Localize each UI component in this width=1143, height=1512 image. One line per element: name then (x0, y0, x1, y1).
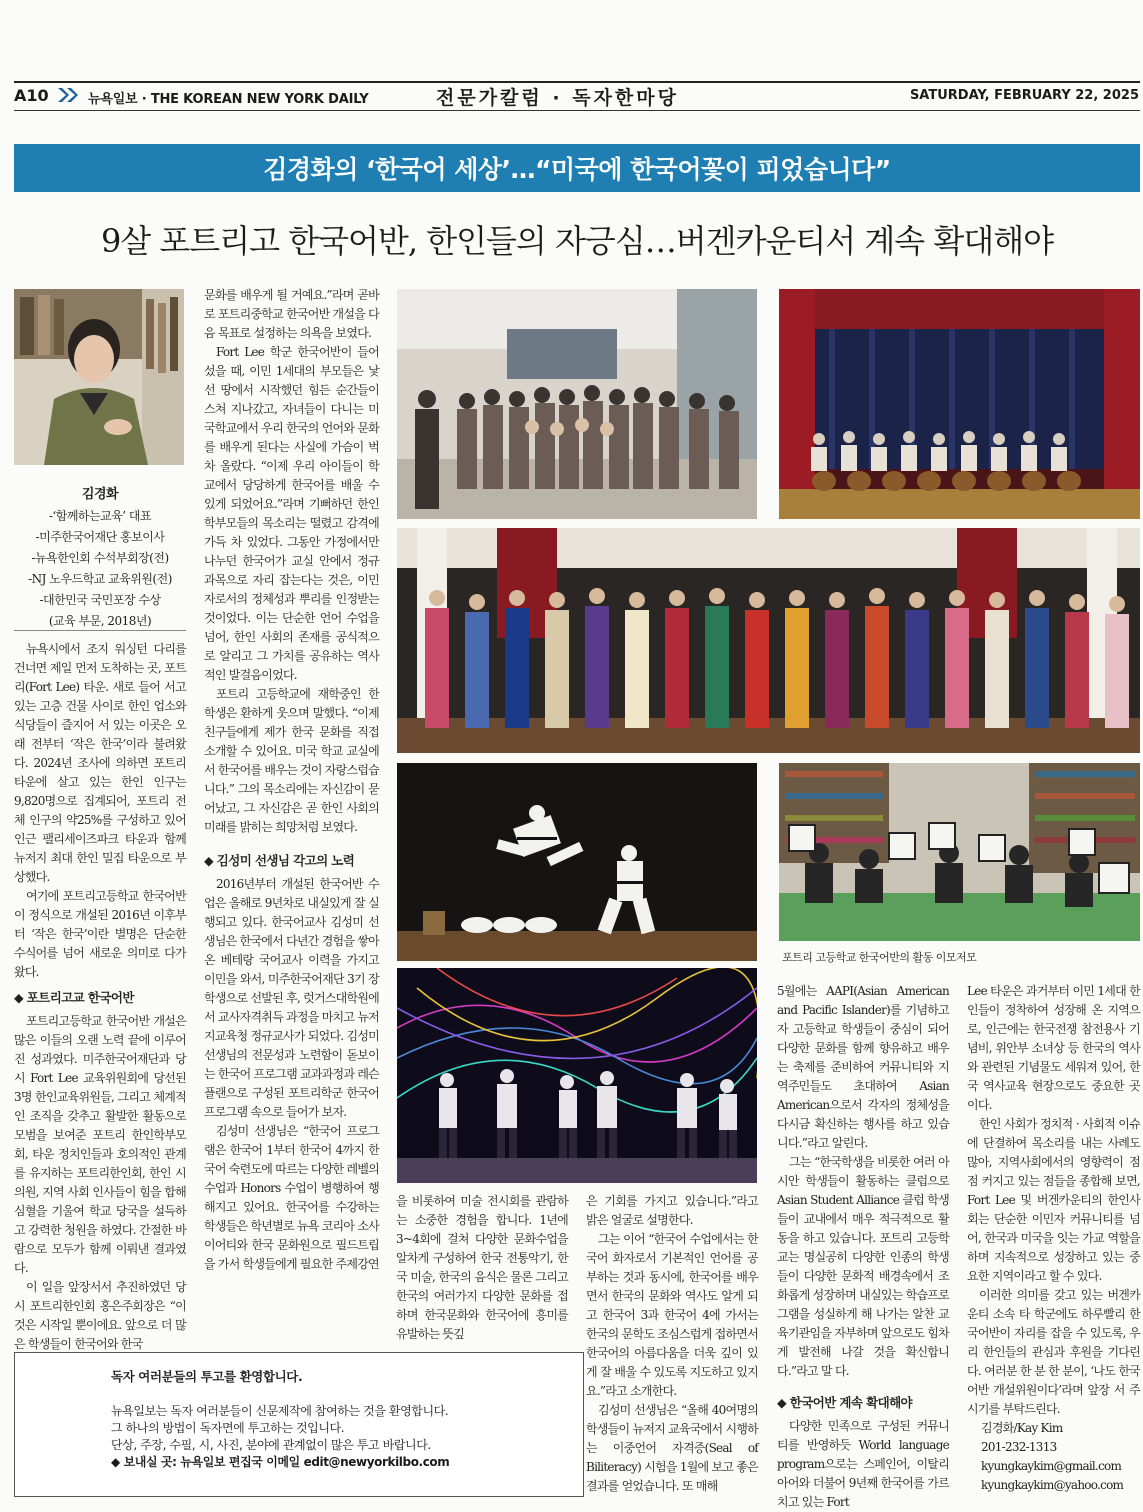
paragraph: Fort Lee 학군 한국어반이 들어섰을 때, 이민 1세대의 부모들은 낯선 땅에서 시작했던 힘든 순간들이 스쳐 지나갔고, 자녀들이 다니는 미국학교에서 우리 한국의 언어와 문화를 배우게 된다는 사실에 가슴이 벅차 올랐다. “이제 우리 아이들이 학교에서 당당하게 한국어를 배울 수 있게 되었어요.”라며 기뻐하던 한인 학부모들의 목소리는 떨렸고 감격에 가득 차 있었다. 그동안 가정에서만 나누던 한국어가 교실 안에서 정규 과목으로 자리 잡는다는 것은, 이민자로서의 정체성과 뿌리를 인정받는 것이었다. 이는 단순한 언어 수업을 넘어, 한인 사회의 존재를 공식적으로 알리고 그 가치를 공유하는 역사적인 발걸음이었다. (204, 345, 379, 682)
headline: 9살 포트리고 한국어반, 한인들의 자긍심…버겐카운티서 계속 확대해야 (100, 222, 1054, 260)
author-title: -미주한국어재단 홍보이사 (35, 530, 165, 544)
paragraph: 그는 이어 “한국어 수업에서는 한국어 화자로서 기본적인 언어를 공부하는 것과 동시에, 한국어를 배우면서 한국의 문화와 역사도 알게 되고 한국어 3과 한국어 4에 가서는 한국의 문학도 조심스럽게 접하면서 한국어의 아름다움을 더욱 깊이 있게 잘 배울 수 있도록 지도하고 있지요.”라고 소개한다. (586, 1232, 758, 1398)
class-group-photo (397, 289, 757, 519)
author-title: -대한민국 국민포장 수상 (39, 593, 161, 607)
author-divider (14, 630, 186, 631)
paper-name: 뉴욕일보 · THE KOREAN NEW YORK DAILY (88, 92, 369, 107)
page-number: A10 (14, 86, 49, 105)
author-title: -NJ 노우드학교 교육위원(전) (28, 572, 172, 586)
contrib-line: 그 하나의 방법이 독자면에 투고하는 것입니다. (111, 1421, 345, 1435)
paragraph: Lee 타운은 과거부터 이민 1세대 한인들이 정착하여 성장해 온 지역으로, 인근에는 한국전쟁 참전용사 기념비, 위안부 소녀상 등 한국의 역사와 관련된 기념물도 세워져 있어, 한국 역사교육 현장으로도 중요한 곳이다. (967, 984, 1140, 1112)
author-photo (14, 289, 184, 465)
article-column-4 (586, 1192, 758, 1496)
paragraph: 뉴욕시에서 조지 워싱턴 다리를 건너면 제일 먼저 도착하는 곳, 포트리(Fort Lee) 타운. 새로 들어 서고 있는 고층 건물 사이로 한인 업소와 식당들이 즐지어 서 있는 이곳은 오래 전부터 ‘작은 한국’이라 불려왔다. 2024년 조사에 의하면 포트리타운에 살고 있는 한인 인구는 9,820명으로 집계되어, 포트리 전체 인구의 약25%를 구성하고 있어 인근 팰리세이즈파크 타운과 함께 뉴저지 최대 한인 밀집 타운으로 부상했다. (14, 642, 186, 884)
paragraph: 이 일을 앞장서서 추진하였던 당시 포트리한인회 홍은주회장은 “이것은 시작일 뿐이에요. 앞으로 더 많은 학생들이 한국어와 한국 (14, 1280, 186, 1351)
signature-email[interactable]: kyungkaykim@gmail.com (981, 1459, 1122, 1473)
paragraph: 다양한 민족으로 구성된 커뮤니티를 반영하듯 World language program으로는 스페인어, 이탈리아어와 더불어 9년째 한국어를 가르치고 있는 Fort (777, 1419, 949, 1509)
subheading: ◆ 김성미 선생님 각고의 노력 (204, 853, 355, 868)
author-title: -‘함께하는교육’ 대표 (48, 509, 152, 523)
masthead-bottom-rule (14, 110, 1140, 111)
subheading: ◆ 한국어반 계속 확대해야 (777, 1395, 913, 1410)
photo-caption: 포트리 고등학교 한국어반의 활동 이모저모 (782, 951, 977, 964)
signature-email[interactable]: kyungkaykim@yahoo.com (981, 1478, 1124, 1492)
contrib-send-address[interactable]: ◆ 보내실 곳: 뉴욕일보 편집국 이메일 edit@newyorkilbo.com (111, 1455, 450, 1469)
dance-performance-photo (397, 968, 757, 1183)
paragraph: 은 기회를 가지고 있습니다.”라고 밝은 얼굴로 설명한다. (586, 1194, 758, 1227)
author-name: 김경화 (81, 487, 119, 502)
paragraph: 을 비롯하여 미술 전시회를 관람하는 소중한 경험을 합니다. 1년에 3~4회에 걸쳐 다양한 문화수업을 알차게 구성하여 한국 전통악기, 한국 미술, 한국의 음식은 물론 그리고 한국의 여러가지 다양한 문화를 접하며 한국문화와 한국어에 흥미를 유발하는 뜻깊 (396, 1194, 568, 1341)
article-column-3 (396, 1192, 568, 1344)
paragraph: 김성미 선생님은 “올해 40여명의 학생들이 뉴저지 교육국에서 시행하는 이중언어 자격증(Seal of Biliteracy) 시험을 1월에 보고 좋은 결과를 얻었습니다. 또 매해 (586, 1403, 758, 1493)
cultural-costume-photo (397, 528, 1140, 753)
author-title: (교육 부문, 2018년) (48, 614, 152, 628)
author-title: -뉴욕한인회 수석부회장(전) (31, 551, 169, 565)
paragraph: 5월에는 AAPI(Asian American and Pacific Islander)를 기념하고자 고등학교 학생들이 중심이 되어 다양한 문화를 함께 향유하고 배우는 축제를 준비하여 커뮤니티와 지역주민들도 초대하여 Asian American으로서 각자의 정체성을 다시금 확신하는 행사를 하고 있습니다.”라고 알린다. (777, 984, 949, 1150)
contrib-line: 단상, 주장, 수필, 시, 사진, 분야에 관계없이 많은 투고 바랍니다. (111, 1438, 431, 1452)
article-column-5 (777, 982, 949, 1512)
library-art-photo (779, 763, 1140, 941)
article-column-6 (967, 982, 1140, 1495)
reader-contribution-box (14, 1352, 584, 1497)
contrib-line: 뉴욕일보는 독자 여러분들이 신문제작에 참여하는 것을 환영합니다. (111, 1404, 449, 1418)
signature-name: 김경화/Kay Kim (981, 1421, 1063, 1435)
article-column-1 (14, 640, 186, 1354)
paragraph: 여기에 포트리고등학교 한국어반이 정식으로 개설된 2016년 이후부터 ‘작은 한국’이란 별명은 단순한 수식어를 넘어 새로운 의미로 다가왔다. (14, 889, 186, 979)
paragraph: 한인 사회가 정치적 · 사회적 이슈에 단결하여 목소리를 내는 사례도 많아, 지역사회에서의 영향력이 점점 커지고 있는 점들을 종합해 보면, Fort Lee 및 버겐카운티의 한인사회는 단순한 이민자 커뮤니티를 넘어, 한국과 미국을 잇는 가교 역할을 하며 지속적으로 성장하고 있는 중요한 지역이라고 할 수 있다. (967, 1117, 1140, 1283)
author-info (14, 484, 186, 632)
series-banner: 김경화의 ‘한국어 세상’…“미국에 한국어꽃이 피었습니다” (14, 144, 1140, 192)
issue-date: SATURDAY, FEBRUARY 22, 2025 (909, 88, 1139, 103)
newspaper-logo-icon (58, 86, 82, 104)
paragraph: 포트리고등학교 한국어반 개설은 많은 이들의 오랜 노력 끝에 이루어진 성과였다. 미주한국어재단과 당시 Fort Lee 교육위원회에 당선된 3명 한인교육위원들, 그리고 체계적인 조직을 갖추고 활발한 활동으로 모범을 보여준 포트리 한인학부모회, 타운 정치인들과 호의적인 관계를 유지하는 포트리한인회, 한인 시의원, 지역 사회 인사들이 힘을 합해 심혈을 기울여 학교 당국을 설득하고 강력한 청원을 하였다. 간절한 바람으로 모두가 함께 이뤄낸 결과였다. (14, 1014, 186, 1275)
subheading: ◆ 포트리고교 한국어반 (14, 990, 134, 1005)
paragraph: 김성미 선생님은 “한국어 프로그램은 한국어 1부터 한국어 4까지 한국어 숙련도에 따르는 다양한 레벨의 수업과 Honors 수업이 병행하여 행해지고 있어요. 한국어를 수강하는 학생들은 학년별로 뉴욕 코리아 소사이어티와 한국 문화원으로 필드트립을 가서 학생들에게 필요한 주제강연 (204, 1124, 379, 1271)
paragraph: 문화를 배우게 될 거예요.”라며 곧바로 포트리중학교 한국어반 개설을 다음 목표로 설정하는 의욕을 보였다. (204, 288, 379, 340)
signature (967, 1419, 1140, 1495)
signature-phone: 201-232-1313 (981, 1440, 1057, 1454)
paragraph: 2016년부터 개설된 한국어반 수업은 올해로 9년차로 내실있게 잘 실행되고 있다. 한국어교사 김성미 선생님은 한국에서 다년간 경험을 쌓아 온 베테랑 국어교사 이력을 가지고 이민을 와서, 미주한국어재단 3기 장학생으로 선발된 후, 럿거스대학원에서 교사자격취득 과정을 마치고 뉴저지교육청 정규교사가 되었다. 김성미 선생님의 전문성과 노련함이 돋보이는 한국어 프로그램 교과과정과 레슨플랜으로 구성된 포트리학군 한국어 프로그램 속으로 들어가 보자. (204, 877, 379, 1119)
article-column-2 (204, 286, 379, 1274)
paragraph: 이러한 의미를 갖고 있는 버겐카운티 소속 타 학군에도 하루빨리 한국어반이 자리를 잡을 수 있도록, 우리 한인들의 관심과 후원을 기다린다. 여러분 한 분 한 분이, ‘나도 한국어반 개설위원이다’라며 앞장 서 주시기를 부탁드린다. (967, 1288, 1140, 1416)
paragraph: 그는 “한국학생을 비롯한 여러 아시안 학생들이 활동하는 클럽으로 Asian Student Alliance 클럽 학생들이 교내에서 매우 적극적으로 활동을 하고 있습니다. 포트리 고등학교는 명실공히 다양한 인종의 학생들이 다양한 문화적 배경속에서 조화롭게 성장하며 내실있는 학습프로그램을 성실하게 해 나가는 알찬 교육기관임을 자부하며 앞으로도 힘차게 발전해 나갈 것을 확신합니다.”라고 말 다. (777, 1155, 949, 1378)
contrib-title: 독자 여러분들의 투고를 환영합니다. (111, 1369, 303, 1384)
drum-performance-photo (779, 289, 1140, 519)
section-title: 전문가칼럼 · 독자한마당 (436, 87, 679, 109)
taekwondo-photo (397, 763, 757, 961)
paragraph: 포트리 고등학교에 재학중인 한 학생은 환하게 웃으며 말했다. “이제 친구들에게 제가 한국 문화를 직접 소개할 수 있어요. 미국 학교 교실에서 한국어를 배우는 것이 자랑스럽습니다.” 그의 목소리에는 자신감이 묻어났고, 그 자신감은 곧 한인 사회의 미래를 밝히는 희망처럼 보였다. (204, 687, 379, 834)
